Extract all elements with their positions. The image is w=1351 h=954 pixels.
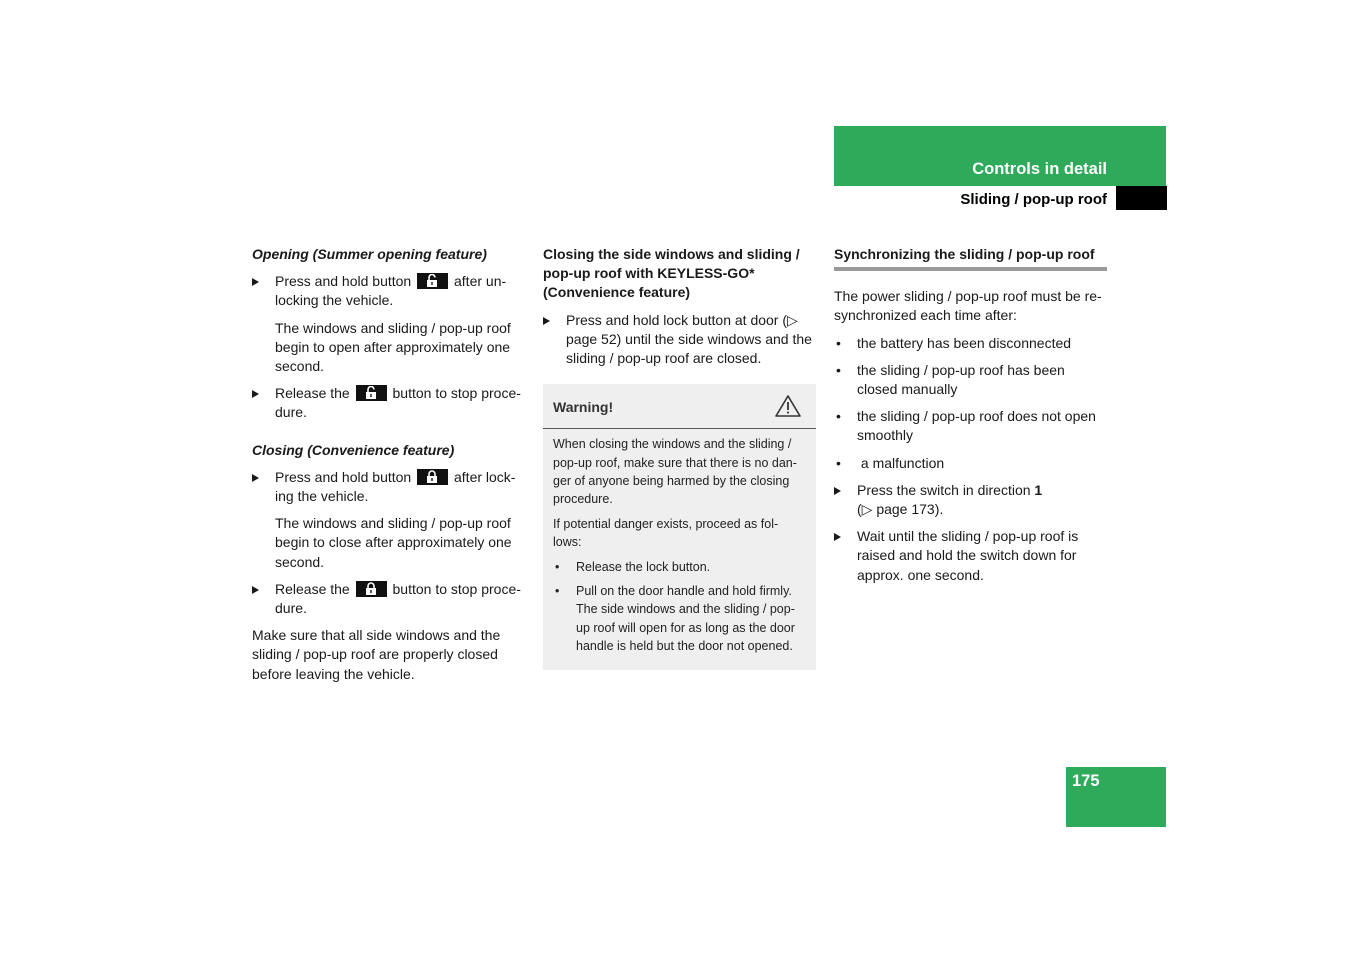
- heading-keyless-go: Closing the side windows and sliding / pop-up roof with KEYLESS-GO* (Convenience feature): [543, 246, 800, 301]
- step-press-switch: Press the switch in direction 1 (▷ page 173).: [834, 481, 1107, 519]
- step-arrow-icon: [252, 278, 259, 286]
- list-item: • the sliding / pop-up roof does not open smoothly: [836, 408, 1096, 444]
- step-close-press: Press and hold button after lock-ing the vehicle.: [252, 468, 527, 506]
- step-arrow-icon: [252, 586, 259, 594]
- page-number: 175: [1072, 772, 1100, 790]
- open-result: The windows and sliding / pop-up roof begin to open after approximately one second.: [275, 319, 511, 375]
- warning-para-1: When closing the windows and the sliding / pop-up roof, make sure that there is no dan-ger of anyone being harmed by the closing procedure.: [553, 437, 797, 507]
- column-1: [252, 245, 527, 692]
- warning-bullet: • Pull on the door handle and hold firmly. The side windows and the sliding / pop-up roof will open for as long as the door handle is held but the door not opened.: [555, 584, 795, 654]
- column-2: [543, 245, 816, 670]
- heading-synchronizing: Synchronizing the sliding / pop-up roof: [834, 245, 1107, 271]
- step-open-release: Release the button to stop proce-dure.: [252, 384, 527, 422]
- warning-title: Warning!: [553, 399, 614, 416]
- lock-icon: [417, 469, 448, 485]
- close-result: The windows and sliding / pop-up roof begin to close after approximately one second.: [275, 515, 512, 570]
- unlock-icon: [356, 385, 387, 401]
- section-marker: [1116, 186, 1167, 210]
- warning-triangle-icon: [774, 394, 802, 423]
- list-item: • a malfunction: [836, 454, 945, 471]
- closing-note: Make sure that all side windows and the sliding / pop-up roof are properly closed before leaving the vehicle.: [252, 627, 501, 682]
- step-wait: Wait until the sliding / pop-up roof is raised and hold the switch down for approx. one second.: [834, 527, 1107, 585]
- step-arrow-icon: [834, 533, 841, 541]
- chapter-title: Controls in detail: [972, 160, 1107, 178]
- warning-bullet: • Release the lock button.: [555, 559, 711, 574]
- step-close-release: Release the button to stop proce-dure.: [252, 580, 527, 618]
- step-keyless-press: Press and hold lock button at door (▷ page 52) until the side windows and the sliding / pop-up roof are closed.: [543, 311, 816, 369]
- unlock-icon: [417, 273, 448, 289]
- lock-icon: [356, 581, 387, 597]
- list-item: • the battery has been disconnected: [836, 334, 1072, 351]
- warning-para-2: If potential danger exists, proceed as fol-lows:: [553, 516, 779, 550]
- heading-opening: Opening (Summer opening feature): [252, 246, 487, 262]
- warning-header: [543, 384, 816, 429]
- step-arrow-icon: [252, 474, 259, 482]
- direction-number: 1: [1034, 481, 1043, 498]
- warning-body: [543, 429, 816, 669]
- warning-box: [543, 384, 816, 669]
- step-arrow-icon: [252, 390, 259, 398]
- column-3: [834, 245, 1107, 593]
- step-arrow-icon: [543, 317, 550, 325]
- sync-intro: The power sliding / pop-up roof must be re-synchronized each time after:: [834, 288, 1102, 324]
- step-arrow-icon: [834, 487, 841, 495]
- list-item: • the sliding / pop-up roof has been closed manually: [836, 361, 1065, 398]
- section-title: Sliding / pop-up roof: [960, 191, 1107, 208]
- heading-closing: Closing (Convenience feature): [252, 441, 455, 458]
- step-open-press: Press and hold button after un-locking the vehicle.: [252, 272, 527, 310]
